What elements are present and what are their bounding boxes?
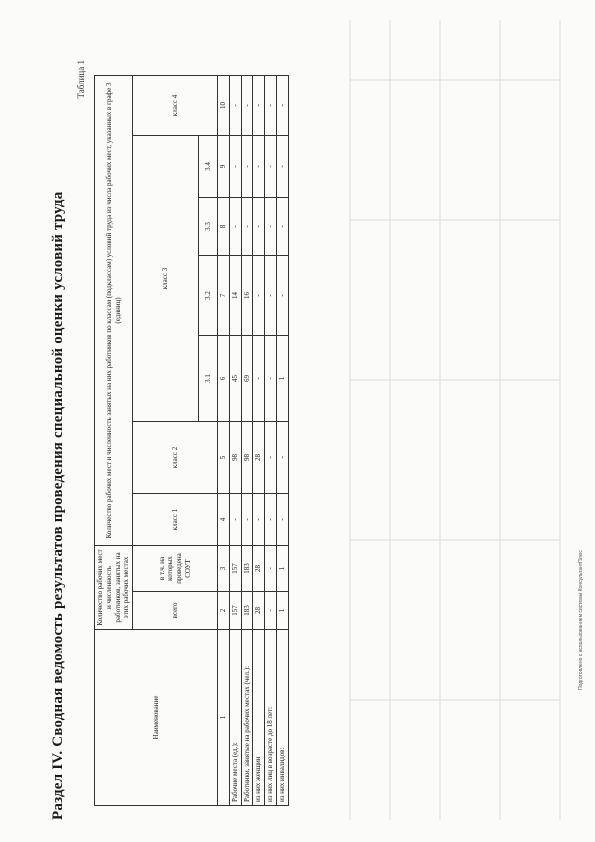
- table-row: [241, 75, 253, 805]
- table-cell: 28: [253, 545, 265, 591]
- column-number: 9: [218, 135, 230, 197]
- table-cell: -: [276, 135, 288, 197]
- column-number-row: [218, 75, 230, 805]
- table-cell: 98: [241, 421, 253, 493]
- table-cell: -: [265, 493, 277, 545]
- table-cell: 16: [241, 255, 253, 335]
- row-label: Рабочие места (ед.):: [229, 630, 241, 806]
- table-cell: -: [265, 592, 277, 630]
- table-cell: 98: [229, 421, 241, 493]
- footer-note: Подготовлено с использованием системы КонсультантПлюс: [578, 550, 584, 690]
- column-number: 4: [218, 493, 230, 545]
- table-cell: -: [253, 493, 265, 545]
- header-sout: в т.ч. на которых проведена СОУТ: [133, 545, 218, 591]
- column-number: 8: [218, 197, 230, 255]
- table-cell: -: [265, 335, 277, 421]
- table-cell: -: [229, 75, 241, 135]
- header-total: всего: [133, 592, 218, 630]
- header-class4: класс 4: [133, 75, 218, 135]
- header-sub-3-2: 3.2: [199, 255, 218, 335]
- table-cell: -: [241, 135, 253, 197]
- table-cell: -: [276, 255, 288, 335]
- table-cell: -: [229, 135, 241, 197]
- table-cell: -: [265, 75, 277, 135]
- header-row-1: [95, 75, 133, 805]
- summary-table: [94, 75, 289, 806]
- table-cell: -: [265, 255, 277, 335]
- table-cell: 157: [229, 545, 241, 591]
- header-class2: класс 2: [133, 421, 218, 493]
- table-cell: -: [253, 197, 265, 255]
- table-cell: 28: [253, 421, 265, 493]
- table-cell: -: [253, 135, 265, 197]
- column-number: 1: [218, 630, 230, 806]
- header-sub-3-4: 3.4: [199, 135, 218, 197]
- table-cell: 69: [241, 335, 253, 421]
- row-label: из них лиц в возрасте до 18 лет:: [265, 630, 277, 806]
- table-cell: -: [265, 135, 277, 197]
- section-title: Раздел IV. Сводная ведомость результатов проведения специальной оценки условий труда: [50, 191, 66, 820]
- table-row: [229, 75, 241, 805]
- column-number: 7: [218, 255, 230, 335]
- table-cell: -: [241, 493, 253, 545]
- table-cell: -: [241, 75, 253, 135]
- table-label: Таблица 1: [76, 60, 86, 99]
- table-cell: 14: [229, 255, 241, 335]
- table-row: [253, 75, 265, 805]
- table-cell: -: [276, 421, 288, 493]
- column-number: 5: [218, 421, 230, 493]
- table-cell: -: [276, 493, 288, 545]
- column-number: 2: [218, 592, 230, 630]
- header-name: Наименование: [95, 630, 218, 806]
- header-class1: класс 1: [133, 493, 218, 545]
- table-cell: -: [253, 335, 265, 421]
- table-cell: 1: [276, 545, 288, 591]
- table-cell: -: [229, 197, 241, 255]
- row-label: из них инвалидов:: [276, 630, 288, 806]
- column-number: 3: [218, 545, 230, 591]
- table-cell: 183: [241, 545, 253, 591]
- table-row: [276, 75, 288, 805]
- header-count-group: Количество рабочих мест и численность работников, занятых на этих рабочих местах: [95, 545, 133, 629]
- column-number: 6: [218, 335, 230, 421]
- table-cell: -: [265, 545, 277, 591]
- table-cell: -: [265, 197, 277, 255]
- table-cell: 183: [241, 592, 253, 630]
- table-row: [265, 75, 277, 805]
- row-label: из них женщин: [253, 630, 265, 806]
- table-cell: 1: [276, 592, 288, 630]
- header-sub-3-1: 3.1: [199, 335, 218, 421]
- table-cell: -: [253, 75, 265, 135]
- table-cell: 45: [229, 335, 241, 421]
- table-cell: 157: [229, 592, 241, 630]
- row-label: Работники, занятые на рабочих местах (чел.):: [241, 630, 253, 806]
- table-cell: -: [253, 255, 265, 335]
- header-sub-3-3: 3.3: [199, 197, 218, 255]
- rotated-content: [50, 60, 570, 820]
- header-classes-group: Количество рабочих мест и численность занятых на них работников по классам (подклассам) условий труда из числа рабочих мест, указанных в графе 3 (единиц): [95, 75, 133, 545]
- table-cell: -: [265, 421, 277, 493]
- column-number: 10: [218, 75, 230, 135]
- table-cell: -: [276, 197, 288, 255]
- table-cell: -: [241, 197, 253, 255]
- header-class3: класс 3: [133, 135, 199, 421]
- table-cell: 1: [276, 335, 288, 421]
- table-cell: 28: [253, 592, 265, 630]
- table-cell: -: [276, 75, 288, 135]
- table-cell: -: [229, 493, 241, 545]
